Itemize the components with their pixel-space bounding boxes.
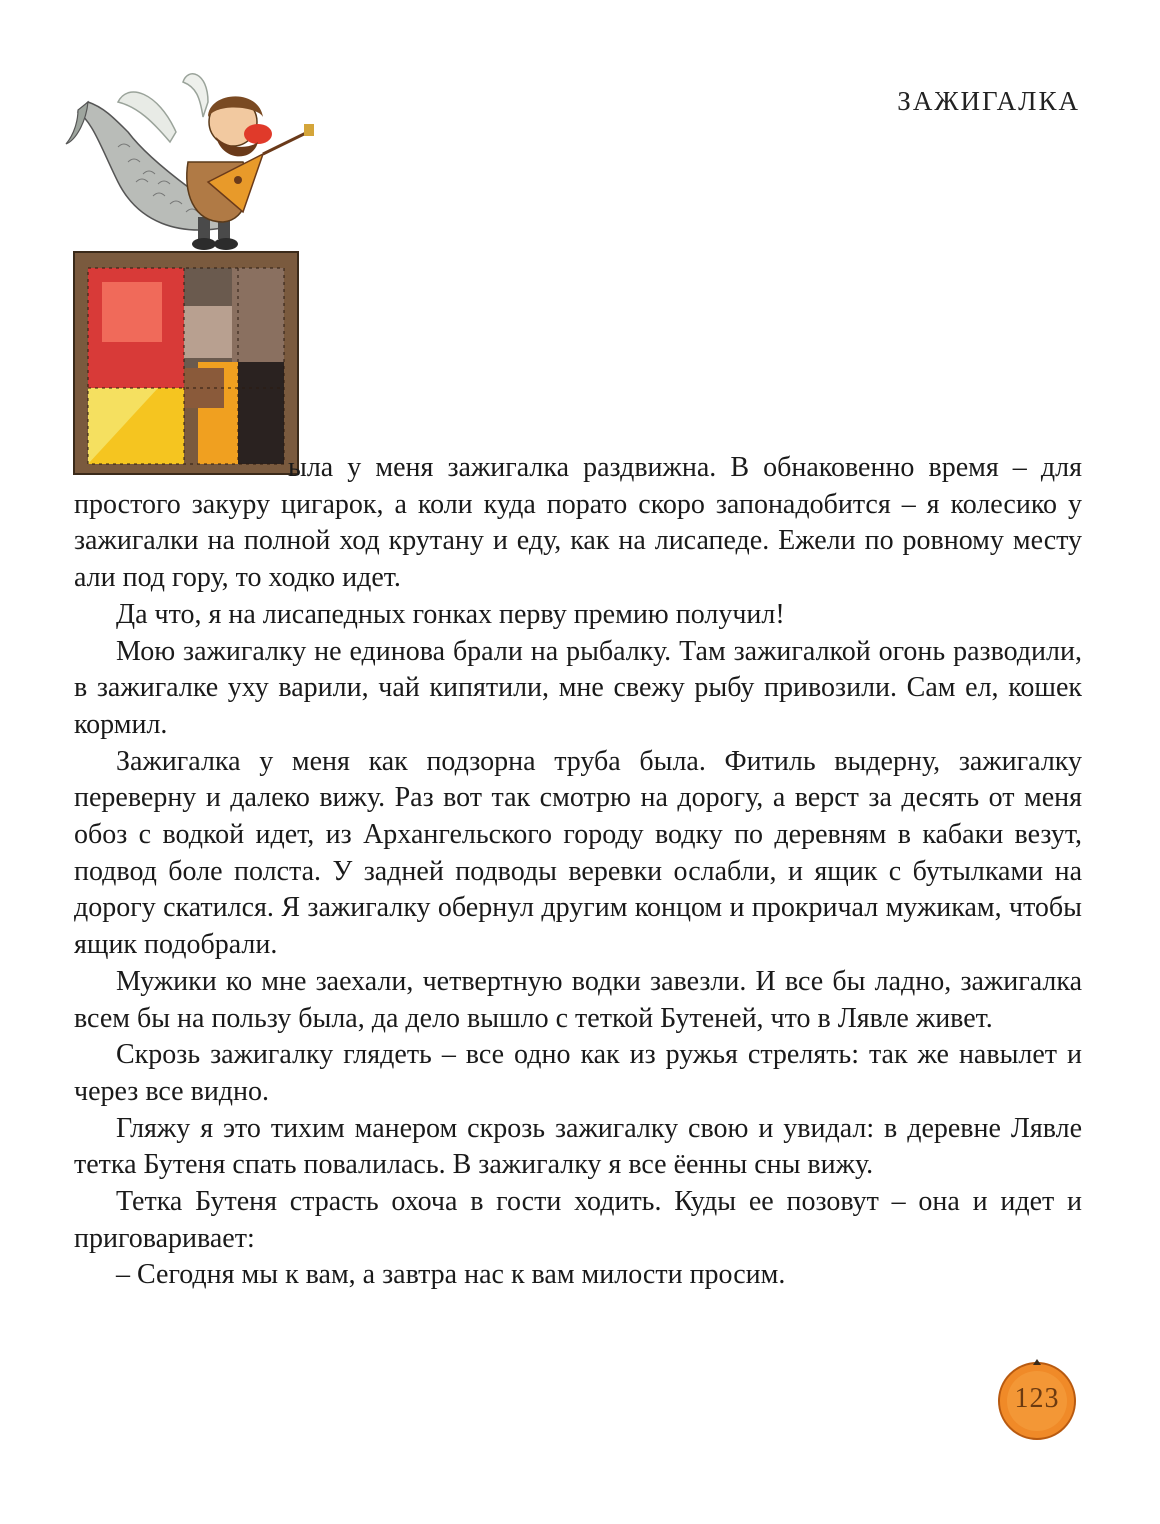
running-title: ЗАЖИГАЛКА — [897, 86, 1080, 116]
paragraph: – Сегодня мы к вам, а завтра нас к вам милости просим. — [116, 1259, 786, 1291]
page-number-badge — [993, 1355, 1081, 1443]
paragraph: Мою зажигалку не единова брали на рыбалку. Там зажигалкой огонь разводили, в зажигалке уху варили, чай кипятили, мне свежу рыбу привозили. Сам ел, кошек кормил. — [74, 635, 1082, 740]
story-text — [74, 450, 1082, 1294]
paragraph: Скрозь зажигалку глядеть – все одно как из ружья стрелять: так же навылет и через все видно. — [74, 1039, 1082, 1107]
paragraph: Мужики ко мне заехали, четвертную водки завезли. И все бы ладно, зажигалка всем бы на пользу была, да дело вышло с теткой Бутеней, что в Лявле живет. — [74, 965, 1082, 1034]
paragraph: Гляжу я это тихим манером скрозь зажигалку свою и увидал: в деревне Лявле тетка Бутеня спать повалилась. В зажигалку я все ёенны сны вижу. — [74, 1112, 1082, 1181]
page-number: 123 — [1014, 1383, 1060, 1414]
paragraph: Зажигалка у меня как подзорна труба была. Фитиль выдерну, зажигалку переверну и далеко вижу. Раз вот так смотрю на дорогу, а верст за десять от меня обоз с водкой идет, из Архангельского городу водку по деревням в кабаки везут, подвод боле полста. У задней подводы веревки ослабли, и ящик с бутылками на дорогу скатился. Я зажигалку обернул другим концом и прокричал мужикам, чтобы ящик подобрали. — [74, 745, 1082, 961]
paragraph: Да что, я на лисапедных гонках перву премию получил! — [116, 598, 785, 630]
paragraph: Тетка Бутеня страсть охоча в гости ходить. Куды ее позовут – она и идет и приговаривает: — [74, 1186, 1082, 1254]
paragraph: ыла у меня зажигалка раздвижна. В обнаковенно время – для простого закуру цигарок, а коли куда порато скоро запонадобится – я колесико у зажигалки на полной ход крутану и еду, как на лисапеде. Ежели по ровному месту али под гору, то ходко идет. — [74, 452, 1082, 594]
bird-with-balalaika-on-patchwork-initial-illustration — [58, 62, 328, 482]
